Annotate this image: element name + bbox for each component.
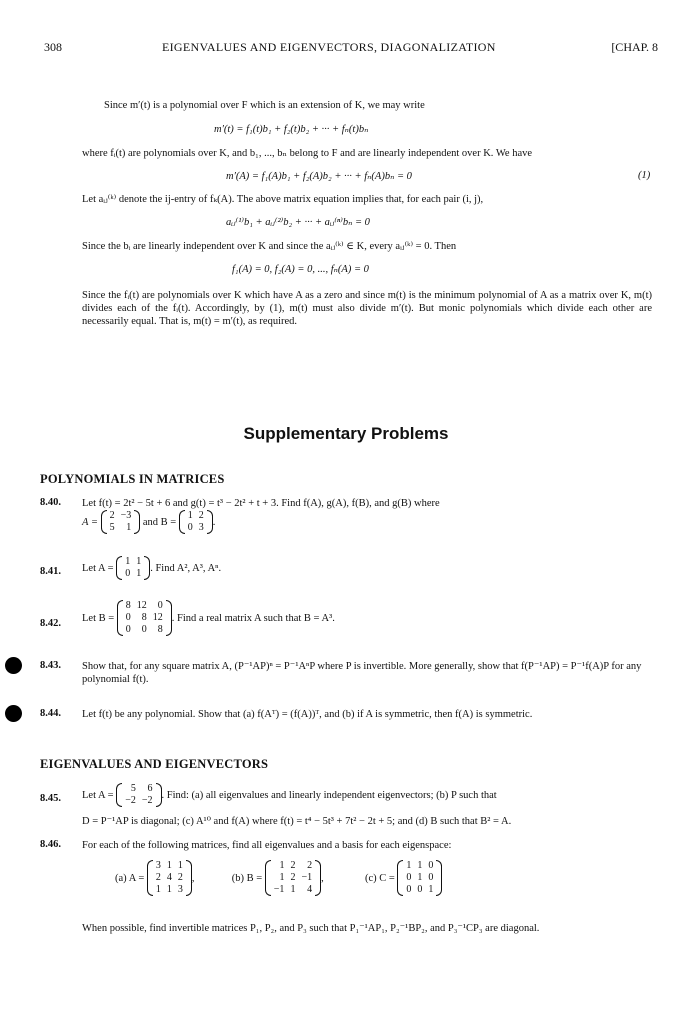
problem-8-46-matrices: (a) A = 3 1 1 2 4 2 1 1 3 , (b) B = 1 2 2 1 2 −1 −1 1 4 , (c) C = 1 1 0 0 1 0 0 0 1	[115, 860, 442, 896]
matrix-entry: 0	[141, 624, 147, 635]
matrix-row	[153, 884, 186, 896]
matrix-entry: 3	[198, 522, 204, 533]
matrix-entry: 6	[147, 783, 153, 794]
problem-number-8-42: 8.42.	[40, 618, 61, 629]
matrix-B-8-42	[117, 600, 172, 636]
matrix-entry: 1	[428, 884, 434, 895]
proof-sentence-4: Since the bᵢ are linearly independent over K and since the aᵢⱼ⁽ᵏ⁾ ∈ K, every aᵢⱼ⁽ᵏ⁾ = 0. Then	[82, 241, 457, 252]
matrix-row	[271, 884, 315, 896]
proof-sentence-1: Since m′(t) is a polynomial over F which is an extension of K, we may write	[104, 100, 425, 111]
proof-sentence-3: Let aᵢⱼ⁽ᵏ⁾ denote the ij-entry of fₖ(A). The above matrix equation implies that, for each pair (i, j),	[82, 194, 484, 205]
matrix-entry: 1	[279, 860, 285, 871]
matrix-entry: 1	[187, 510, 193, 521]
matrix-entry: −1	[301, 872, 313, 883]
matrix-A-8-41	[116, 556, 150, 580]
matrix-entry: 1	[406, 860, 412, 871]
matrix-row	[123, 612, 166, 624]
matrix-entry: 2	[109, 510, 115, 521]
matrix-entry: 8	[157, 624, 163, 635]
matrix-entry: 1	[279, 872, 285, 883]
matrix-row	[122, 795, 155, 807]
section-heading-polynomials: POLYNOMIALS IN MATRICES	[40, 472, 225, 486]
matrix-A-8-40	[101, 510, 141, 534]
running-title: EIGENVALUES AND EIGENVECTORS, DIAGONALIZATION	[162, 40, 496, 54]
matrix-entry: 2	[198, 510, 204, 521]
matrix-row	[185, 522, 207, 534]
matrix-entry: 2	[290, 860, 296, 871]
matrix-entry: 0	[125, 612, 131, 623]
matrix-entry: 4	[166, 872, 172, 883]
equation-m-prime-t: m′(t) = f₁(t)b₁ + f₂(t)b₂ + ··· + fₙ(t)bₙ	[214, 124, 369, 135]
chapter-label: [CHAP. 8	[611, 40, 658, 54]
matrix-B-8-40	[179, 510, 213, 534]
matrix-entry: 8	[125, 600, 131, 611]
problem-8-42: Let B = 8 12 0 0 8 12 0 0 8 . Find a real matrix A such that B = A³.	[82, 600, 335, 635]
matrix-entry: 1	[166, 884, 172, 895]
bullet-dot-8-43	[5, 657, 22, 674]
problem-8-40-text: Let f(t) = 2t² − 5t + 6 and g(t) = t³ − 2t² + t + 3. Find f(A), g(A), f(B), and g(B) where	[82, 498, 440, 509]
matrix-entry: 1	[136, 556, 142, 567]
problem-8-43-text: Show that, for any square matrix A, (P⁻¹AP)ⁿ = P⁻¹AⁿP where P is invertible. More generally, show that f(P⁻¹AP) = P⁻¹f(A)P for any polynomial f(t).	[82, 661, 642, 685]
matrix-entry: 0	[157, 600, 163, 611]
equation-m-prime-a: m′(A) = f₁(A)b₁ + f₂(A)b₂ + ··· + fₙ(A)bₙ = 0	[226, 171, 412, 182]
matrix-A-8-45	[116, 783, 161, 807]
proof-sentence-2: where fᵢ(t) are polynomials over K, and b₁, ..., bₙ belong to F and are linearly independent over K. We have	[82, 148, 533, 159]
matrix-entry: 2	[177, 872, 183, 883]
matrix-entry: 0	[406, 884, 412, 895]
matrix-row	[122, 783, 155, 795]
matrix-row	[153, 860, 186, 872]
equation-f-zero: f₁(A) = 0, f₂(A) = 0, ..., fₙ(A) = 0	[232, 264, 369, 275]
matrix-row	[122, 568, 144, 580]
supplementary-title: Supplementary Problems	[243, 424, 449, 443]
matrix-entry: 1	[136, 568, 142, 579]
problem-number-8-45: 8.45.	[40, 793, 61, 804]
matrix-entry: 4	[307, 884, 313, 895]
matrix-row	[122, 556, 144, 568]
matrix-C-8-46	[397, 860, 442, 896]
matrix-entry: 1	[155, 884, 161, 895]
matrix-entry: 1	[166, 860, 172, 871]
problem-number-8-41: 8.41.	[40, 566, 61, 577]
matrix-entry: 1	[417, 860, 423, 871]
page-number: 308	[44, 40, 62, 54]
proof-conclusion: Since the fᵢ(t) are polynomials over K which have A as a zero and since m(t) is the minimum polynomial of A as a matrix over K, m(t) divides each of the fᵢ(t). Accordingly, by (1), m(t) must also divide m′(t). But monic polynomials which divide each other are necessarily equal. That is, m(t) = m′(t), as required.	[82, 290, 652, 327]
matrix-entry: 2	[155, 872, 161, 883]
matrix-entry: −3	[120, 510, 132, 521]
matrix-B-8-46	[265, 860, 321, 896]
problem-8-44-text: Let f(t) be any polynomial. Show that (a) f(Aᵀ) = (f(A))ᵀ, and (b) if A is symmetric, then f(A) is symmetric.	[82, 709, 533, 720]
problem-number-8-43: 8.43.	[40, 660, 61, 671]
matrix-entry: 1	[177, 860, 183, 871]
problem-number-8-46: 8.46.	[40, 839, 61, 850]
matrix-entry: 1	[125, 556, 131, 567]
matrix-row	[403, 884, 436, 896]
matrix-entry: 0	[125, 568, 131, 579]
matrix-entry: 12	[152, 612, 163, 623]
problem-number-8-40: 8.40.	[40, 497, 61, 508]
matrix-row	[271, 860, 315, 872]
matrix-entry: 0	[417, 884, 423, 895]
problem-8-41: Let A = 1 1 0 1 . Find A², A³, Aⁿ.	[82, 556, 222, 579]
bullet-dot-8-44	[5, 705, 22, 722]
matrix-entry: −2	[125, 795, 136, 806]
matrix-row	[107, 510, 135, 522]
matrix-entry: 1	[417, 872, 423, 883]
problem-8-40-matrices: A = 2 −3 5 1 and B = 1 2 0 3 .	[82, 510, 216, 533]
problem-8-45-line2: D = P⁻¹AP is diagonal; (c) A¹⁰ and f(A) where f(t) = t⁴ − 5t³ + 7t² − 2t + 5; and (d) B such that B² = A.	[82, 816, 512, 827]
matrix-row	[403, 872, 436, 884]
matrix-A-8-46	[147, 860, 192, 896]
matrix-entry: 3	[155, 860, 161, 871]
matrix-entry: 8	[141, 612, 147, 623]
equation-tag-1: (1)	[638, 170, 651, 181]
matrix-entry: 1	[290, 884, 296, 895]
matrix-entry: 2	[307, 860, 313, 871]
matrix-entry: 1	[126, 522, 132, 533]
problem-8-45-line1: Let A = 5 6 −2 −2 . Find: (a) all eigenvalues and linearly independent eigenvectors; (b) P such that	[82, 783, 497, 806]
problem-8-46-after: When possible, find invertible matrices P₁, P₂, and P₃ such that P₁⁻¹AP₁, P₂⁻¹BP₂, and P₃⁻¹CP₃ are diagonal.	[82, 923, 540, 934]
matrix-entry: 0	[125, 624, 131, 635]
matrix-row	[107, 522, 135, 534]
matrix-entry: 12	[136, 600, 147, 611]
matrix-row	[123, 600, 166, 612]
matrix-entry: 5	[130, 783, 136, 794]
matrix-entry: 0	[406, 872, 412, 883]
matrix-row	[153, 872, 186, 884]
matrix-entry: 5	[109, 522, 115, 533]
matrix-entry: 2	[290, 872, 296, 883]
equation-entries: aᵢⱼ⁽¹⁾b₁ + aᵢⱼ⁽²⁾b₂ + ··· + aᵢⱼ⁽ⁿ⁾bₙ = 0	[226, 217, 370, 228]
matrix-entry: 0	[187, 522, 193, 533]
matrix-row	[271, 872, 315, 884]
matrix-entry: −1	[273, 884, 285, 895]
matrix-entry: 0	[428, 872, 434, 883]
problem-number-8-44: 8.44.	[40, 708, 61, 719]
matrix-entry: 3	[177, 884, 183, 895]
matrix-row	[185, 510, 207, 522]
matrix-row	[123, 624, 166, 636]
matrix-entry: −2	[141, 795, 153, 806]
problem-8-46-text: For each of the following matrices, find all eigenvalues and a basis for each eigenspace:	[82, 840, 452, 851]
section-heading-eigen: EIGENVALUES AND EIGENVECTORS	[40, 757, 269, 771]
matrix-row	[403, 860, 436, 872]
matrix-entry: 0	[428, 860, 434, 871]
